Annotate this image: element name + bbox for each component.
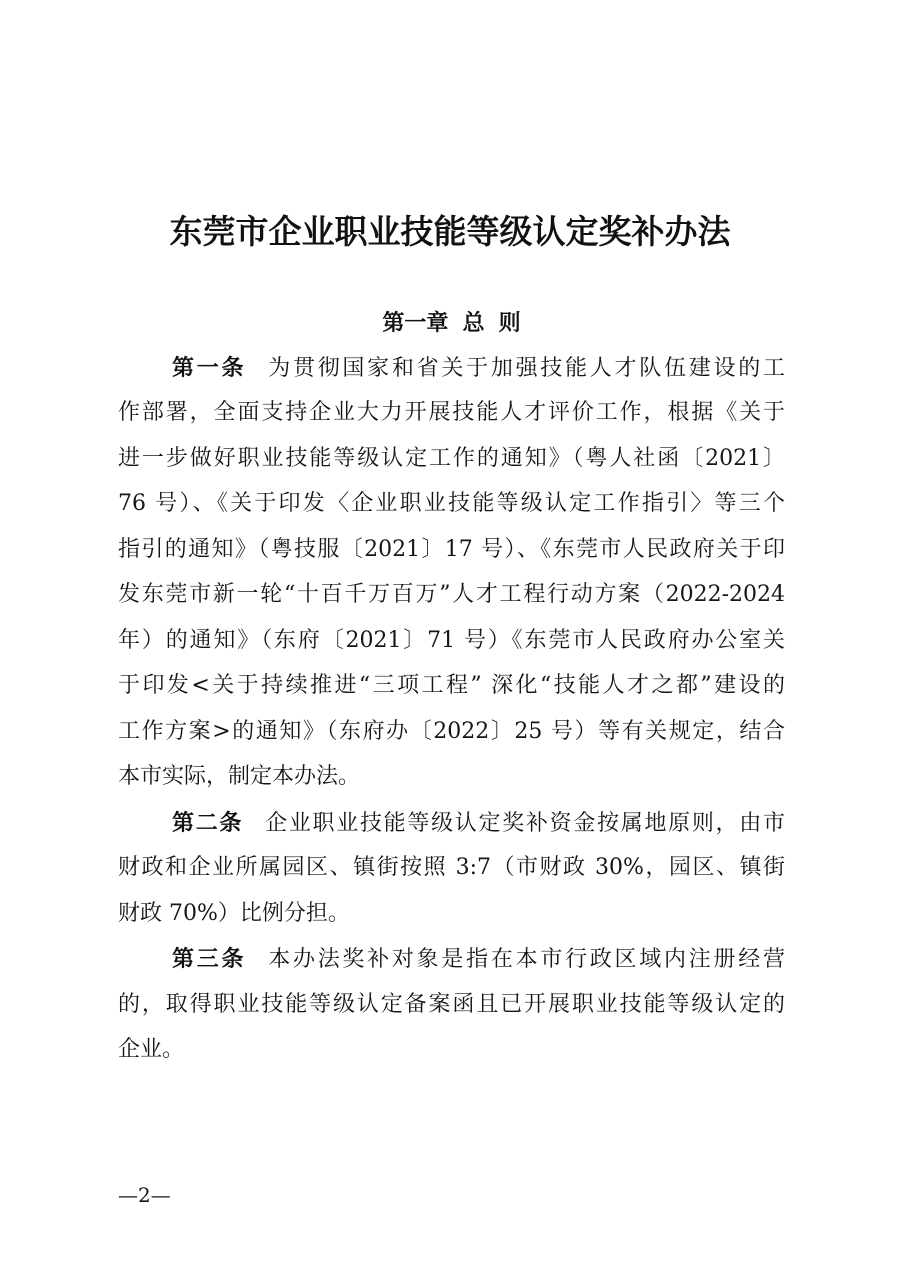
article-line: 于印发<关于持续推进“三项工程” 深化“技能人才之都”建设的 bbox=[118, 673, 785, 699]
article-line: 财政 70%）比例分担。 bbox=[118, 900, 350, 926]
article-line-text: 本办法奖补对象是指在本市行政区域内注册经营 bbox=[268, 947, 785, 973]
article-first-line bbox=[118, 345, 785, 390]
article-1 bbox=[118, 345, 785, 800]
article-line-text: 企业职业技能等级认定奖补资金按属地原则，由市 bbox=[265, 810, 785, 836]
article-line: 企业。 bbox=[118, 1037, 185, 1062]
page-number: —2— bbox=[118, 1183, 171, 1207]
article-line: 工作方案>的通知》（东府办〔2022〕25 号）等有关规定，结合 bbox=[118, 718, 785, 744]
article-line: 指引的通知》（粤技服〔2021〕17 号）、《东莞市人民政府关于印 bbox=[118, 536, 785, 562]
article-first-line bbox=[118, 936, 785, 981]
article-line: 作部署，全面支持企业大力开展技能人才评价工作，根据《关于 bbox=[118, 400, 785, 426]
article-line: 本市实际，制定本办法。 bbox=[118, 764, 361, 790]
article-label: 第三条 bbox=[172, 946, 247, 972]
article-line: 发东莞市新一轮“十百千万百万”人才工程行动方案（2022-2024 bbox=[118, 582, 785, 608]
article-line: 的，取得职业技能等级认定备案函且已开展职业技能等级认定的 bbox=[118, 991, 785, 1017]
article-line-text: 为贯彻国家和省关于加强技能人才队伍建设的工 bbox=[268, 355, 785, 381]
article-first-line bbox=[118, 800, 785, 845]
article-line: 财政和企业所属园区、镇街按照 3:7（市财政 30%，园区、镇街 bbox=[118, 855, 785, 881]
document-title: 东莞市企业职业技能等级认定奖补办法 bbox=[169, 212, 731, 251]
article-label: 第二条 bbox=[172, 809, 244, 835]
article-line: 年）的通知》（东府〔2021〕71 号）《东莞市人民政府办公室关 bbox=[118, 627, 785, 653]
article-label: 第一条 bbox=[172, 354, 247, 380]
article-3 bbox=[118, 936, 785, 1072]
article-line: 76 号）、《关于印发〈企业职业技能等级认定工作指引〉等三个 bbox=[118, 491, 785, 517]
article-line: 进一步做好职业技能等级认定工作的通知》（粤人社函〔2021〕 bbox=[118, 445, 785, 471]
document-body bbox=[118, 300, 785, 1073]
chapter-heading: 第一章 总 则 bbox=[382, 309, 521, 335]
article-2 bbox=[118, 800, 785, 936]
